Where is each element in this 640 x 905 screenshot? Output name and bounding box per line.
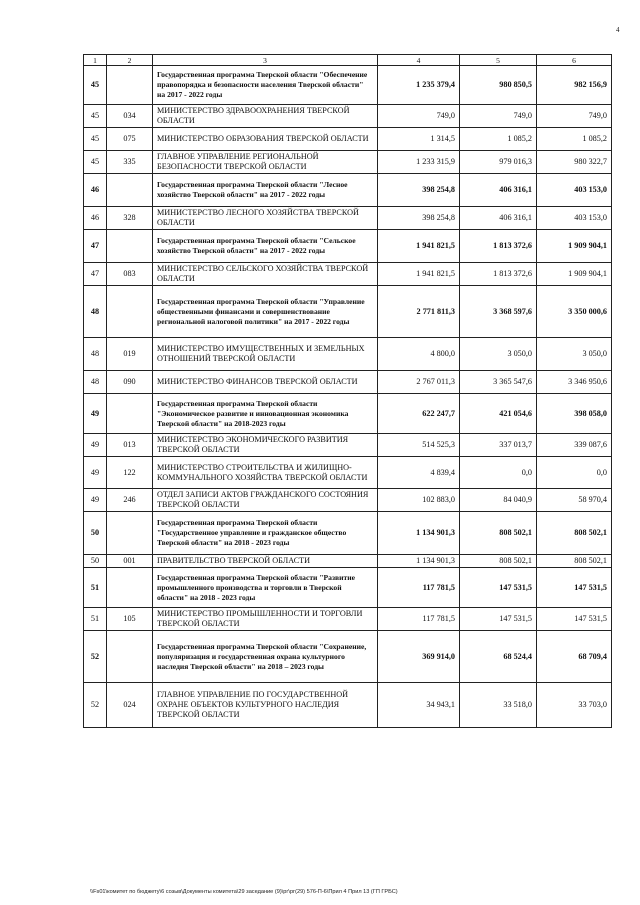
name-cell: Государственная программа Тверской области "Сельское хозяйство Тверской области" на 2017 - 2022 годы (153, 230, 378, 263)
amount-2021-cell: 3 050,0 (460, 338, 537, 371)
name-cell: Государственная программа Тверской области "Развитие промышленного производства и торговли в Тверской области" на 2018 - 2023 годы (153, 568, 378, 608)
amount-2021-cell: 979 016,3 (460, 151, 537, 174)
department-code-cell (107, 230, 153, 263)
amount-2020-cell: 398 254,8 (378, 207, 460, 230)
name-cell: МИНИСТЕРСТВО ОБРАЗОВАНИЯ ТВЕРСКОЙ ОБЛАСТИ (153, 128, 378, 151)
amount-2022-cell: 339 087,6 (537, 434, 612, 457)
amount-2020-cell: 2 771 811,3 (378, 286, 460, 338)
amount-2020-cell: 117 781,5 (378, 608, 460, 631)
amount-2020-cell: 369 914,0 (378, 631, 460, 683)
row-number-cell: 49 (84, 394, 107, 434)
amount-2022-cell: 3 350 000,6 (537, 286, 612, 338)
department-row (84, 105, 612, 128)
amount-2022-cell: 147 531,5 (537, 568, 612, 608)
name-cell: Государственная программа Тверской области "Лесное хозяйство Тверской области" на 2017 - 2022 годы (153, 174, 378, 207)
row-number-cell: 46 (84, 207, 107, 230)
amount-2022-cell: 982 156,9 (537, 66, 612, 105)
row-number-cell: 52 (84, 683, 107, 728)
department-code-cell: 246 (107, 489, 153, 512)
amount-2021-cell: 749,0 (460, 105, 537, 128)
column-header: 1 (84, 55, 107, 66)
amount-2021-cell: 406 316,1 (460, 207, 537, 230)
department-row (84, 608, 612, 631)
department-row (84, 434, 612, 457)
department-code-cell (107, 174, 153, 207)
column-header: 5 (460, 55, 537, 66)
amount-2021-cell: 406 316,1 (460, 174, 537, 207)
program-row (84, 174, 612, 207)
department-code-cell: 105 (107, 608, 153, 631)
program-row (84, 394, 612, 434)
amount-2022-cell: 1 909 904,1 (537, 230, 612, 263)
department-code-cell: 024 (107, 683, 153, 728)
amount-2021-cell: 3 368 597,6 (460, 286, 537, 338)
department-row (84, 489, 612, 512)
row-number-cell: 50 (84, 512, 107, 555)
row-number-cell: 45 (84, 66, 107, 105)
row-number-cell: 49 (84, 457, 107, 489)
amount-2022-cell: 147 531,5 (537, 608, 612, 631)
row-number-cell: 45 (84, 105, 107, 128)
department-code-cell: 335 (107, 151, 153, 174)
row-number-cell: 50 (84, 555, 107, 568)
amount-2021-cell: 0,0 (460, 457, 537, 489)
amount-2022-cell: 398 058,0 (537, 394, 612, 434)
amount-2022-cell: 1 085,2 (537, 128, 612, 151)
amount-2020-cell: 4 839,4 (378, 457, 460, 489)
row-number-cell: 45 (84, 151, 107, 174)
row-number-cell: 48 (84, 286, 107, 338)
department-code-cell: 328 (107, 207, 153, 230)
amount-2022-cell: 403 153,0 (537, 174, 612, 207)
department-code-cell: 019 (107, 338, 153, 371)
name-cell: Государственная программа Тверской области "Обеспечение правопорядка и безопасности населения Тверской области" на 2017 - 2022 годы (153, 66, 378, 105)
department-code-cell: 083 (107, 263, 153, 286)
amount-2021-cell: 421 054,6 (460, 394, 537, 434)
department-code-cell: 122 (107, 457, 153, 489)
amount-2021-cell: 147 531,5 (460, 568, 537, 608)
row-number-cell: 46 (84, 174, 107, 207)
name-cell: МИНИСТЕРСТВО ЭКОНОМИЧЕСКОГО РАЗВИТИЯ ТВЕРСКОЙ ОБЛАСТИ (153, 434, 378, 457)
program-row (84, 568, 612, 608)
amount-2020-cell: 34 943,1 (378, 683, 460, 728)
department-code-cell (107, 512, 153, 555)
table-header-row (84, 55, 612, 66)
amount-2020-cell: 117 781,5 (378, 568, 460, 608)
department-row (84, 151, 612, 174)
amount-2020-cell: 1 233 315,9 (378, 151, 460, 174)
amount-2022-cell: 749,0 (537, 105, 612, 128)
department-row (84, 555, 612, 568)
page-number: 4 (616, 26, 620, 34)
amount-2020-cell: 2 767 011,3 (378, 371, 460, 394)
program-row (84, 512, 612, 555)
name-cell: Государственная программа Тверской области "Государственное управление и гражданское общество Тверской области" на 2018 - 2023 годы (153, 512, 378, 555)
amount-2021-cell: 3 365 547,6 (460, 371, 537, 394)
name-cell: МИНИСТЕРСТВО ЛЕСНОГО ХОЗЯЙСТВА ТВЕРСКОЙ ОБЛАСТИ (153, 207, 378, 230)
department-code-cell: 090 (107, 371, 153, 394)
department-code-cell (107, 631, 153, 683)
name-cell: МИНИСТЕРСТВО ФИНАНСОВ ТВЕРСКОЙ ОБЛАСТИ (153, 371, 378, 394)
amount-2021-cell: 33 518,0 (460, 683, 537, 728)
amount-2020-cell: 4 800,0 (378, 338, 460, 371)
amount-2022-cell: 808 502,1 (537, 555, 612, 568)
department-row (84, 128, 612, 151)
amount-2020-cell: 1 941 821,5 (378, 230, 460, 263)
column-header: 3 (153, 55, 378, 66)
column-header: 6 (537, 55, 612, 66)
department-row (84, 371, 612, 394)
column-header: 4 (378, 55, 460, 66)
amount-2021-cell: 1 813 372,6 (460, 230, 537, 263)
amount-2020-cell: 1 134 901,3 (378, 555, 460, 568)
department-code-cell: 013 (107, 434, 153, 457)
name-cell: Государственная программа Тверской области "Сохранение, популяризация и государственная охрана культурного наследия Тверской области" на 2018 – 2023 годы (153, 631, 378, 683)
name-cell: МИНИСТЕРСТВО СТРОИТЕЛЬСТВА И ЖИЛИЩНО-КОММУНАЛЬНОГО ХОЗЯЙСТВА ТВЕРСКОЙ ОБЛАСТИ (153, 457, 378, 489)
row-number-cell: 51 (84, 608, 107, 631)
department-code-cell: 075 (107, 128, 153, 151)
name-cell: ОТДЕЛ ЗАПИСИ АКТОВ ГРАЖДАНСКОГО СОСТОЯНИЯ ТВЕРСКОЙ ОБЛАСТИ (153, 489, 378, 512)
program-row (84, 230, 612, 263)
file-path-footer: \\Fs01\комитет по бюджету\6 созыв\Документы комитета\29 заседание (9)\рг\рг(29) 576-П-6\Прил 4 Прил 13 (ГП ГРБС) (90, 889, 398, 895)
amount-2022-cell: 3 050,0 (537, 338, 612, 371)
row-number-cell: 52 (84, 631, 107, 683)
program-row (84, 631, 612, 683)
amount-2022-cell: 1 909 904,1 (537, 263, 612, 286)
row-number-cell: 47 (84, 230, 107, 263)
name-cell: ГЛАВНОЕ УПРАВЛЕНИЕ ПО ГОСУДАРСТВЕННОЙ ОХРАНЕ ОБЪЕКТОВ КУЛЬТУРНОГО НАСЛЕДИЯ ТВЕРСКОЙ ОБЛАСТИ (153, 683, 378, 728)
department-code-cell (107, 568, 153, 608)
amount-2021-cell: 1 813 372,6 (460, 263, 537, 286)
department-code-cell: 034 (107, 105, 153, 128)
amount-2020-cell: 1 314,5 (378, 128, 460, 151)
name-cell: ПРАВИТЕЛЬСТВО ТВЕРСКОЙ ОБЛАСТИ (153, 555, 378, 568)
name-cell: МИНИСТЕРСТВО ЗДРАВООХРАНЕНИЯ ТВЕРСКОЙ ОБЛАСТИ (153, 105, 378, 128)
amount-2020-cell: 398 254,8 (378, 174, 460, 207)
amount-2022-cell: 68 709,4 (537, 631, 612, 683)
name-cell: Государственная программа Тверской области "Экономическое развитие и инновационная экономика Тверской области" на 2018-2023 годы (153, 394, 378, 434)
department-code-cell (107, 286, 153, 338)
department-row (84, 263, 612, 286)
amount-2022-cell: 980 322,7 (537, 151, 612, 174)
amount-2021-cell: 1 085,2 (460, 128, 537, 151)
name-cell: МИНИСТЕРСТВО ПРОМЫШЛЕННОСТИ И ТОРГОВЛИ ТВЕРСКОЙ ОБЛАСТИ (153, 608, 378, 631)
amount-2022-cell: 0,0 (537, 457, 612, 489)
amount-2021-cell: 808 502,1 (460, 512, 537, 555)
department-row (84, 683, 612, 728)
amount-2020-cell: 1 235 379,4 (378, 66, 460, 105)
row-number-cell: 45 (84, 128, 107, 151)
name-cell: МИНИСТЕРСТВО ИМУЩЕСТВЕННЫХ И ЗЕМЕЛЬНЫХ ОТНОШЕНИЙ ТВЕРСКОЙ ОБЛАСТИ (153, 338, 378, 371)
name-cell: Государственная программа Тверской области "Управление общественными финансами и совершенствование региональной налоговой политики" на 2017 - 2022 годы (153, 286, 378, 338)
department-row (84, 457, 612, 489)
program-row (84, 286, 612, 338)
amount-2021-cell: 980 850,5 (460, 66, 537, 105)
budget-table (83, 54, 612, 728)
department-row (84, 207, 612, 230)
amount-2022-cell: 3 346 950,6 (537, 371, 612, 394)
row-number-cell: 47 (84, 263, 107, 286)
column-header: 2 (107, 55, 153, 66)
department-code-cell (107, 66, 153, 105)
amount-2022-cell: 808 502,1 (537, 512, 612, 555)
name-cell: ГЛАВНОЕ УПРАВЛЕНИЕ РЕГИОНАЛЬНОЙ БЕЗОПАСНОСТИ ТВЕРСКОЙ ОБЛАСТИ (153, 151, 378, 174)
amount-2022-cell: 403 153,0 (537, 207, 612, 230)
amount-2021-cell: 84 040,9 (460, 489, 537, 512)
amount-2021-cell: 68 524,4 (460, 631, 537, 683)
department-code-cell (107, 394, 153, 434)
row-number-cell: 48 (84, 338, 107, 371)
amount-2021-cell: 808 502,1 (460, 555, 537, 568)
department-code-cell: 001 (107, 555, 153, 568)
amount-2021-cell: 147 531,5 (460, 608, 537, 631)
amount-2020-cell: 102 883,0 (378, 489, 460, 512)
row-number-cell: 51 (84, 568, 107, 608)
row-number-cell: 49 (84, 489, 107, 512)
amount-2020-cell: 1 941 821,5 (378, 263, 460, 286)
department-row (84, 338, 612, 371)
row-number-cell: 49 (84, 434, 107, 457)
amount-2021-cell: 337 013,7 (460, 434, 537, 457)
program-row (84, 66, 612, 105)
amount-2020-cell: 622 247,7 (378, 394, 460, 434)
amount-2020-cell: 1 134 901,3 (378, 512, 460, 555)
name-cell: МИНИСТЕРСТВО СЕЛЬСКОГО ХОЗЯЙСТВА ТВЕРСКОЙ ОБЛАСТИ (153, 263, 378, 286)
amount-2022-cell: 58 970,4 (537, 489, 612, 512)
amount-2020-cell: 514 525,3 (378, 434, 460, 457)
amount-2020-cell: 749,0 (378, 105, 460, 128)
row-number-cell: 48 (84, 371, 107, 394)
amount-2022-cell: 33 703,0 (537, 683, 612, 728)
